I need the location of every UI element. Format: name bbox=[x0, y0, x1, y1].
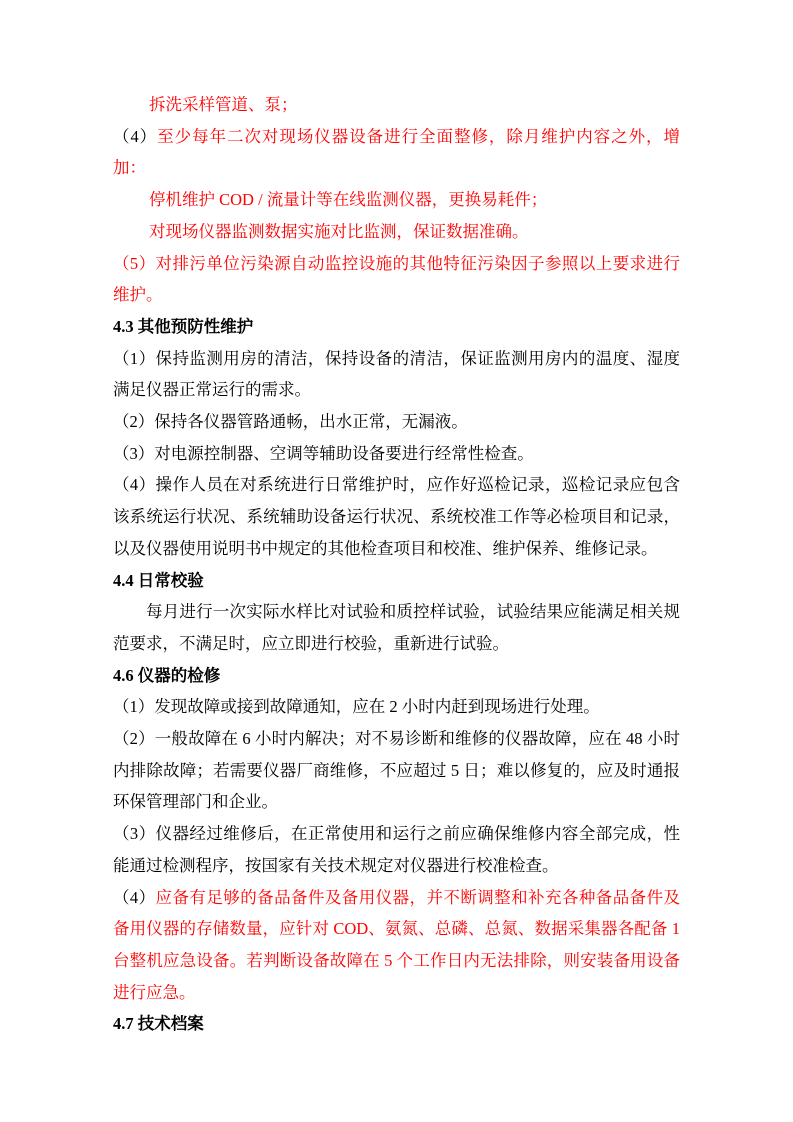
section-heading bbox=[113, 1008, 680, 1040]
list-item-paragraph bbox=[113, 723, 680, 818]
list-item-paragraph bbox=[113, 343, 680, 406]
sub-item-line bbox=[149, 216, 680, 248]
list-item-paragraph bbox=[113, 469, 680, 564]
body-paragraph bbox=[113, 596, 680, 659]
text-segment: 4.6 仪器的检修 bbox=[113, 665, 221, 685]
list-item-paragraph bbox=[113, 691, 680, 723]
text-segment: （4） bbox=[113, 887, 156, 907]
list-item-paragraph bbox=[113, 438, 680, 470]
section-heading bbox=[113, 311, 680, 343]
section-heading bbox=[113, 660, 680, 692]
text-segment: 4.7 技术档案 bbox=[113, 1014, 204, 1034]
red-revision-text: 对现场仪器监测数据实施对比监测，保证数据准确。 bbox=[149, 221, 529, 241]
list-item-paragraph bbox=[113, 818, 680, 881]
list-item-paragraph bbox=[113, 882, 680, 1009]
section-heading bbox=[113, 565, 680, 597]
text-segment: （3）对电源控制器、空调等辅助设备要进行经常性检查。 bbox=[113, 443, 534, 463]
text-segment: （2）一般故障在 6 小时内解决；对不易诊断和维修的仪器故障，应在 48 小时内排除故障；若需要仪器厂商维修，不应超过 5 日；难以修复的，应及时通报环保管理部门和企业。 bbox=[113, 729, 680, 812]
list-item-paragraph bbox=[113, 248, 680, 311]
sub-item-line bbox=[149, 184, 680, 216]
document-body bbox=[113, 89, 680, 1040]
list-item-paragraph bbox=[113, 121, 680, 184]
text-segment: 4.3 其他预防性维护 bbox=[113, 316, 254, 336]
text-segment: 每月进行一次实际水样比对试验和质控样试验，试验结果应能满足相关规范要求，不满足时，应立即进行校验，重新进行试验。 bbox=[113, 602, 680, 653]
text-segment: （1）保持监测用房的清洁，保持设备的清洁，保证监测用房内的温度、湿度满足仪器正常运行的需求。 bbox=[113, 348, 680, 400]
text-segment: （2）保持各仪器管路通畅，出水正常，无漏液。 bbox=[113, 412, 468, 432]
red-revision-text: 应备有足够的备品备件及备用仪器，并不断调整和补充各种备品备件及备用仪器的存储数量，应针对 COD、氨氮、总磷、总氮、数据采集器各配备 1 台整机应急设备。若判断设备故障在 5 个工作日内无法排除，则安装备用设备进行应急。 bbox=[113, 887, 681, 1002]
text-segment: （3）仪器经过维修后，在正常使用和运行之前应确保维修内容全部完成，性能通过检测程序，按国家有关技术规定对仪器进行校准检查。 bbox=[113, 824, 680, 875]
red-revision-text: 拆洗采样管道、泵； bbox=[149, 95, 298, 114]
text-segment: （4） bbox=[113, 126, 158, 146]
red-revision-text: 至少每年二次对现场仪器设备进行全面整修，除月维护内容之外，增加： bbox=[113, 126, 681, 178]
sub-item-line bbox=[149, 89, 680, 121]
red-revision-text: （5）对排污单位污染源自动监控设施的其他特征污染因子参照以上要求进行维护。 bbox=[113, 253, 680, 305]
list-item-paragraph bbox=[113, 406, 680, 438]
red-revision-text: 停机维护 COD / 流量计等在线监测仪器，更换易耗件； bbox=[149, 190, 548, 210]
text-segment: （4）操作人员在对系统进行日常维护时，应作好巡检记录，巡检记录应包含该系统运行状况、系统辅助设备运行状况、系统校准工作等必检项目和记录，以及仪器使用说明书中规定的其他检查项目和校准、维护保养、维修记录。 bbox=[113, 475, 680, 558]
text-segment: 4.4 日常校验 bbox=[113, 570, 204, 590]
text-segment: （1）发现故障或接到故障通知，应在 2 小时内赶到现场进行处理。 bbox=[113, 697, 600, 717]
